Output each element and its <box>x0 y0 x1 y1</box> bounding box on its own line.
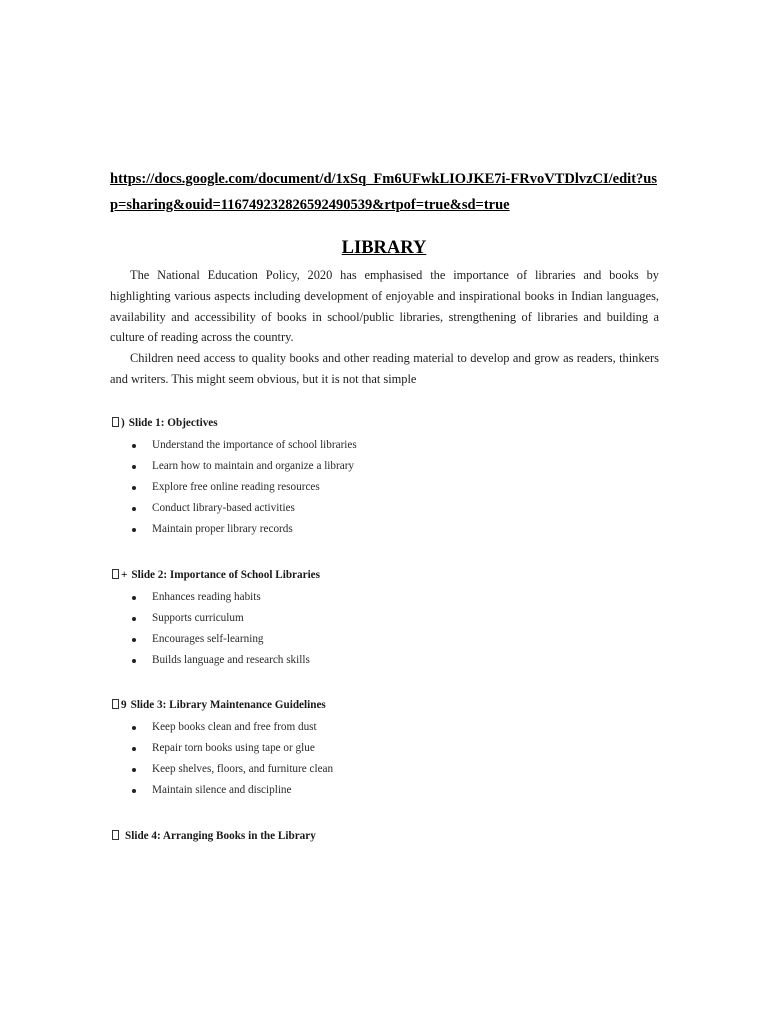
slide-4-heading-text: Slide 4: Arranging Books in the Library <box>125 830 316 842</box>
slide-2-heading <box>112 569 320 581</box>
slide-3-glyph-suffix: 9 <box>121 699 127 711</box>
list-item: Encourages self-learning <box>130 629 310 650</box>
missing-glyph-icon <box>112 699 119 709</box>
list-item: Builds language and research skills <box>130 650 310 671</box>
list-item: Explore free online reading resources <box>130 477 357 498</box>
list-item: Maintain proper library records <box>130 519 357 540</box>
list-item: Learn how to maintain and organize a library <box>130 456 357 477</box>
intro-paragraph: The National Education Policy, 2020 has emphasised the importance of libraries and books by highlighting various aspects including development of enjoyable and inspirational books in Indian languages, availability and accessibility of books in school/public libraries, strengthening of libraries and building a culture of reading across the country. <box>110 268 659 345</box>
slide-3-heading-text: Slide 3: Library Maintenance Guidelines <box>130 699 326 711</box>
list-item: Keep books clean and free from dust <box>130 717 333 738</box>
document-url-link[interactable]: https://docs.google.com/document/d/1xSq_Fm6UFwkLIOJKE7i-FRvoVTDlvzCI/edit?usp=sharing&ouid=116749232826592490539&rtpof=true&sd=true <box>110 171 657 213</box>
missing-glyph-icon <box>112 569 119 579</box>
slide-2-heading-text: Slide 2: Importance of School Libraries <box>131 569 321 581</box>
list-item: Conduct library-based activities <box>130 498 357 519</box>
list-item: Keep shelves, floors, and furniture clean <box>130 759 333 780</box>
list-item: Supports curriculum <box>130 608 310 629</box>
document-title: LIBRARY <box>341 238 427 258</box>
list-item: Maintain silence and discipline <box>130 780 333 801</box>
list-item: Repair torn books using tape or glue <box>130 738 333 759</box>
missing-glyph-icon <box>112 830 119 840</box>
slide-4-heading <box>112 830 316 842</box>
list-item: Understand the importance of school libraries <box>130 435 357 456</box>
slide-2-glyph-suffix: + <box>121 569 128 581</box>
slide-3-heading <box>112 699 326 711</box>
slide-1-bullet-list <box>130 435 357 540</box>
slide-2-bullet-list <box>130 587 310 671</box>
slide-1-heading <box>112 417 218 429</box>
missing-glyph-icon <box>112 417 119 427</box>
list-item: Enhances reading habits <box>130 587 310 608</box>
slide-1-glyph-suffix: ) <box>121 417 125 429</box>
slide-3-bullet-list <box>130 717 333 801</box>
children-paragraph: Children need access to quality books and other reading material to develop and grow as readers, thinkers and writers. This might seem obvious, but it is not that simple <box>110 351 659 386</box>
slide-1-heading-text: Slide 1: Objectives <box>128 417 218 429</box>
